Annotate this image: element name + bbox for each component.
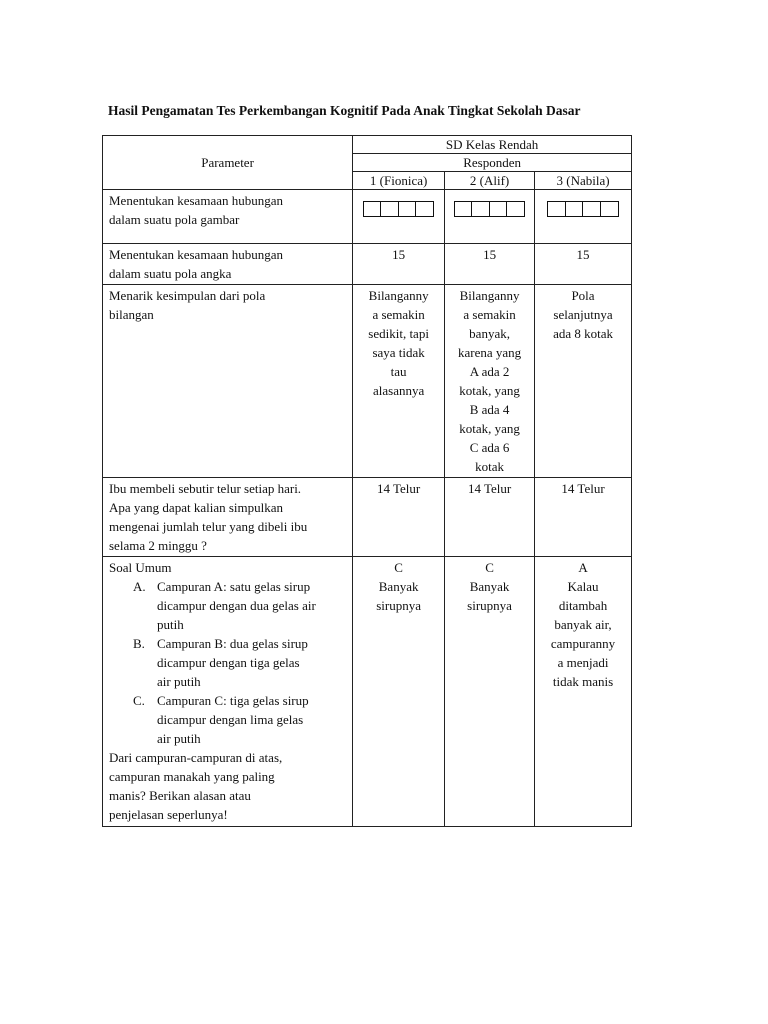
pattern-box xyxy=(565,201,584,217)
text-line: a menjadi xyxy=(557,655,609,670)
respondents-header: Responden xyxy=(353,154,632,172)
text-line: a semakin xyxy=(463,307,516,322)
answer-cell xyxy=(353,557,445,827)
text-line: tau xyxy=(390,364,407,379)
pattern-answer-cell xyxy=(353,190,445,244)
pattern-answer-cell xyxy=(445,190,535,244)
box-pattern xyxy=(359,201,438,217)
text-line: Menentukan kesamaan hubungan xyxy=(109,193,284,208)
box-pattern xyxy=(451,201,528,217)
option-text xyxy=(157,691,346,748)
text-line: sirupnya xyxy=(467,598,512,613)
pattern-box xyxy=(600,201,619,217)
text-line: Bilanganny xyxy=(459,288,520,303)
text-line: dicampur dengan lima gelas xyxy=(157,712,304,727)
text-line: B ada 4 xyxy=(469,402,510,417)
answer-cell xyxy=(535,244,632,285)
table-row xyxy=(103,285,632,478)
text-line: dicampur dengan tiga gelas xyxy=(157,655,300,670)
text-line: sedikit, tapi xyxy=(368,326,429,341)
table-row xyxy=(103,478,632,557)
text-line: Apa yang dapat kalian simpulkan xyxy=(109,500,284,515)
text-line: dalam suatu pola gambar xyxy=(109,212,240,227)
pattern-box xyxy=(380,201,399,217)
respondent-header: 1 (Fionica) xyxy=(353,172,445,190)
parameter-header: Parameter xyxy=(103,136,353,190)
answer-cell xyxy=(535,557,632,827)
text-line: manis? Berikan alasan atau xyxy=(109,788,251,803)
answer-cell xyxy=(535,285,632,478)
text-line: selama 2 minggu ? xyxy=(109,538,207,553)
text-line: campuranny xyxy=(550,636,616,651)
text-line: Campuran C: tiga gelas sirup xyxy=(157,693,309,708)
document-title: Hasil Pengamatan Tes Perkembangan Kognitif Pada Anak Tingkat Sekolah Dasar xyxy=(108,103,581,118)
option-item xyxy=(133,577,346,634)
text-line: putih xyxy=(157,617,184,632)
text-line: 15 xyxy=(483,247,497,262)
option-label: C. xyxy=(133,693,145,708)
param-cell xyxy=(103,190,353,244)
option-text xyxy=(157,577,346,634)
text-line: air putih xyxy=(157,674,201,689)
pattern-answer-cell xyxy=(535,190,632,244)
text-line: 14 Telur xyxy=(561,481,605,496)
table-row xyxy=(103,557,632,827)
text-line: alasannya xyxy=(372,383,425,398)
text-line: A xyxy=(578,560,588,575)
text-line: bilangan xyxy=(109,307,154,322)
text-line: Campuran B: dua gelas sirup xyxy=(157,636,308,651)
table-row xyxy=(103,244,632,285)
general-question-cell xyxy=(103,557,353,827)
respondent-header: 3 (Nabila) xyxy=(535,172,632,190)
text-line: ada 8 kotak xyxy=(553,326,613,341)
text-line: dicampur dengan dua gelas air xyxy=(157,598,316,613)
pattern-box xyxy=(363,201,382,217)
text-line: 15 xyxy=(576,247,590,262)
box-pattern xyxy=(541,201,625,217)
text-line: a semakin xyxy=(372,307,425,322)
answer-cell xyxy=(535,478,632,557)
text-line: Menentukan kesamaan hubungan xyxy=(109,247,284,262)
text-line: saya tidak xyxy=(372,345,425,360)
pattern-box xyxy=(506,201,525,217)
text-line: C xyxy=(485,560,494,575)
text-line: selanjutnya xyxy=(553,307,613,322)
pattern-box xyxy=(415,201,434,217)
text-line: penjelasan seperlunya! xyxy=(109,807,228,822)
text-line: 14 Telur xyxy=(467,481,512,496)
text-line: Menarik kesimpulan dari pola xyxy=(109,288,266,303)
text-line: banyak, xyxy=(469,326,510,341)
text-line: Dari campuran-campuran di atas, xyxy=(109,750,283,765)
option-list xyxy=(109,577,346,748)
text-line: Kalau xyxy=(567,579,599,594)
text-line: C xyxy=(394,560,403,575)
text-line: C ada 6 xyxy=(469,440,510,455)
option-item xyxy=(133,691,346,748)
text-line: campuran manakah yang paling xyxy=(109,769,275,784)
param-cell xyxy=(103,478,353,557)
text-line: Ibu membeli sebutir telur setiap hari. xyxy=(109,481,302,496)
option-label: B. xyxy=(133,636,145,651)
text-line: kotak, yang xyxy=(459,383,520,398)
text-line: Banyak xyxy=(378,579,419,594)
param-cell xyxy=(103,244,353,285)
text-line: air putih xyxy=(157,731,201,746)
group-header: SD Kelas Rendah xyxy=(353,136,632,154)
table-row xyxy=(103,190,632,244)
text-line: Bilanganny xyxy=(368,288,429,303)
answer-cell xyxy=(445,244,535,285)
pattern-box xyxy=(471,201,490,217)
pattern-box xyxy=(489,201,508,217)
answer-cell xyxy=(353,244,445,285)
general-question xyxy=(109,748,346,824)
answer-cell xyxy=(445,557,535,827)
pattern-box xyxy=(547,201,566,217)
text-line: kotak xyxy=(475,459,505,474)
respondent-header: 2 (Alif) xyxy=(445,172,535,190)
pattern-box xyxy=(398,201,417,217)
answer-cell xyxy=(445,478,535,557)
general-heading: Soal Umum xyxy=(109,560,172,575)
text-line: mengenai jumlah telur yang dibeli ibu xyxy=(109,519,308,534)
text-line: Banyak xyxy=(469,579,510,594)
option-text xyxy=(157,634,346,691)
answer-cell xyxy=(353,478,445,557)
answer-cell xyxy=(445,285,535,478)
text-line: A ada 2 xyxy=(469,364,510,379)
observation-table xyxy=(102,135,632,827)
param-cell xyxy=(103,285,353,478)
text-line: 14 Telur xyxy=(376,481,421,496)
text-line: karena yang xyxy=(457,345,522,360)
text-line: Campuran A: satu gelas sirup xyxy=(157,579,311,594)
text-line: Pola xyxy=(571,288,595,303)
pattern-box xyxy=(582,201,601,217)
answer-cell xyxy=(353,285,445,478)
option-item xyxy=(133,634,346,691)
text-line: tidak manis xyxy=(552,674,614,689)
text-line: dalam suatu pola angka xyxy=(109,266,232,281)
text-line: sirupnya xyxy=(376,598,422,613)
option-label: A. xyxy=(133,579,146,594)
text-line: banyak air, xyxy=(554,617,612,632)
text-line: ditambah xyxy=(558,598,608,613)
text-line: kotak, yang xyxy=(459,421,520,436)
text-line: 15 xyxy=(392,247,406,262)
pattern-box xyxy=(454,201,473,217)
